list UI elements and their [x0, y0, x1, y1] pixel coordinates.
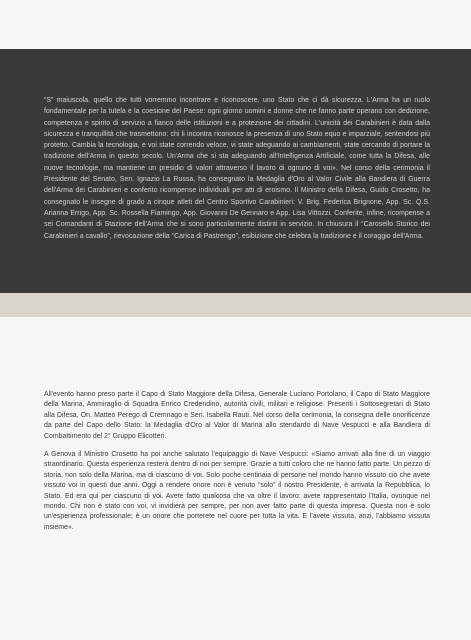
dark-panel-paragraph: “S” maiuscola, quello che tutti vorremmo incontrare e riconoscere, uno Stato che ci dà sicurezza. L'Arma ha un ruolo fondamentale per la tutela e la coesione del Paese: ogni giorno uomini e donne che ne fanno parte operano con dedizione, competenza e spirito di servizio a fianco delle istituzioni e a protezione dei cittadini. L'unicità dei Carabinieri è data dalla sicurezza e tranquillità che trasmettono: chi li incontra riconosce la presenza di uno Stato equo e imparziale, sentendosi più protetto. Cambia la tecnologia, e voi state correndo veloce, vi state adeguando ai cambiamenti, state cercando di portare la tradizione dell'Arma in questo secolo. Un'Arma che si sta adeguando all'Intelligenza Artificiale, come tutta la Difesa, alle nuove tecnologie, ma mantiene un presidio di valori attraverso il lavoro di ognuno di voi». Nel corso della cerimonia il Presidente del Senato, Sen. Ignazio La Russa, ha consegnato la Medaglia d'Oro al Valor Civile alla Bandiera di Guerra dell'Arma dei Carabinieri e conferito ricompense individuali per atti di eroismo. Il Ministro della Difesa, Guido Crosetto, ha consegnato le insegne di grado a cinque atleti del Centro Sportivo Carabinieri: V. Brig. Federica Brignone, App. Sc. Q.S. Arianna Errigo, App. Sc. Rossella Fiamingo, App. Giovanni De Gennaro e App. Lisa Vittozzi. Conferite, infine, ricompense a sei Comandanti di Stazione dell'Arma che si sono particolarmente distinti in servizio. In chiusura il “Carosello Storico dei Carabinieri a cavallo”, rievocazione della “Carica di Pastrengo”, esibizione che celebra la tradizione e il coraggio dell'Arma. — [44, 97, 430, 240]
top-margin — [0, 0, 471, 49]
event-attendees-paragraph: All'evento hanno preso parte il Capo di Stato Maggiore della Difesa, Generale Luciano Portolano, il Capo di Stato Maggiore della Marina, Ammiraglio di Squadra Enrico Credendino, autorità civili, militari e religiose. Presenti i Sottosegretari di Stato alla Difesa, On. Matteo Perego di Cremnago e Sen. Isabella Rauti. Nel corso della cerimonia, la consegna delle onorificenze da parte del Capo dello Stato: la Medaglia d'Oro al Valor di Marina allo stendardo di Nave Vespucci e alla Bandiera di Combattimento del 2° Gruppo Elicotteri. — [44, 391, 430, 440]
crosetto-speech-paragraph: A Genova il Ministro Crosetto ha poi anche salutato l'equipaggio di Nave Vespucci: «Siamo arrivati alla fine di un viaggio straordinario. Questa esperienza resterà dentro di noi per sempre. Grazie a tutti coloro che ne hanno fatto parte. Un pezzo di storia, non solo della Marina, ma di ciascuno di voi. Solo poche centinaia di persone nel mondo hanno vissuto ciò che avete vissuto voi in questi due anni. Oggi a rendere onore non è venuto “solo” il nostro Presidente, è arrivata la Repubblica, lo Stato. Ed era qui per ciascuno di voi. Avete fatto qualcosa che va oltre il lavoro: avete rappresentato l'Italia, ovunque nel mondo. Chi non è stato con voi, vi invidierà per sempre, per non aver fatto parte di questa impresa. Questa non è solo un'esperienza professionale; è un onore che porterete nel cuore per tutta la vita. E l'avete vissuta, anzi, l'abbiamo vissuta insieme». — [44, 451, 430, 531]
beige-divider-band — [0, 293, 471, 317]
dark-text-panel — [0, 49, 471, 293]
light-text-column — [44, 390, 430, 541]
